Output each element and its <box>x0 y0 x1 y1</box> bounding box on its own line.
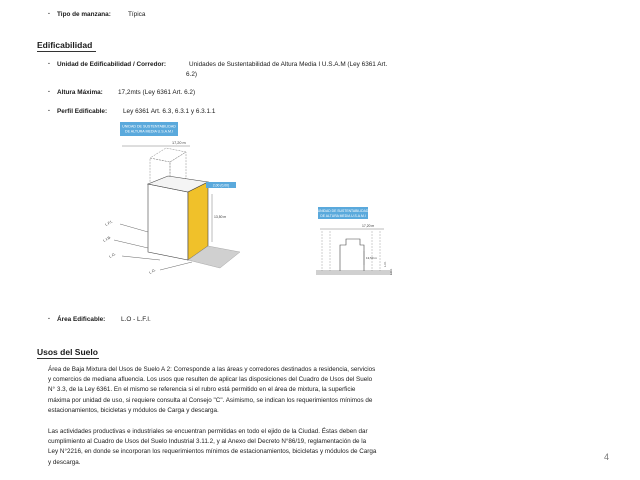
lfi-label: L.F.I. <box>104 219 114 227</box>
badge-line-1: UNIDAD DE SUSTENTABILIDAD <box>122 124 176 129</box>
paragraph-line: Ley N°2216, en donde se incorporan los requerimientos mínimos de estacionamientos, bicicletas y módulos de Carga <box>48 448 377 456</box>
section-lfi-label: L.F.I. <box>389 268 393 275</box>
perfil-3d-diagram <box>100 120 250 285</box>
paragraph-line: y comercios de mediana afluencia. Los usos que resulten de aplicar las disposiciones del Cuadro de Usos del Suelo <box>48 376 373 384</box>
area-edificable-label: Área Edificable: <box>57 316 106 323</box>
heading-underline <box>37 358 99 359</box>
height-label: 17,20 m <box>172 141 186 145</box>
paragraph-line: y descarga. <box>48 458 81 466</box>
badge-line-2: DE ALTURA MEDIA U.S.A.M.I <box>124 129 174 134</box>
section-badge-line-2: DE ALTURA MEDIA U.S.A.M.I <box>320 214 366 218</box>
usos-suelo-heading: Usos del Suelo <box>37 347 98 357</box>
section-lo-label: L.O. <box>383 261 387 267</box>
bullet-dot: . <box>48 106 50 113</box>
paragraph-line: cumplimiento al Cuadro de Usos del Suelo Industrial 3.11.2, y al Anexo del Decreto N°86/19, reglamentación de la <box>48 438 367 446</box>
section-badge-line-1: UNIDAD DE SUSTENTABILIDAD <box>317 209 369 213</box>
bullet-dot: . <box>48 87 50 94</box>
usos-paragraph-2 <box>48 427 376 468</box>
unidad-edificabilidad-label: Unidad de Edificabilidad / Corredor: <box>57 61 167 68</box>
mid-height-label: 13,50 m <box>214 215 227 219</box>
building-profile <box>340 239 364 271</box>
bullet-dot: . <box>48 9 50 16</box>
paragraph-line: Área de Baja Mixtura del Usos de Suelo A 2: Corresponde a las áreas y corredores destinados a residencia, servicios <box>48 366 376 373</box>
paragraph-line: máxima por unidad de uso, si requiere consulta al Consejo "C". Asimismo, se indican los requerimientos mínimos de <box>48 396 373 404</box>
perfil-edificable-label: Perfil Edificable: <box>57 108 108 115</box>
usos-paragraph-1 <box>48 365 375 416</box>
area-edificable-value: L.O - L.F.I. <box>121 316 151 323</box>
edificabilidad-heading: Edificabilidad <box>37 40 93 50</box>
paragraph-line: N° 3.3, de la Ley 6361. En el mismo se referencia si el rubro está permitido en el área de mixtura, la superficie <box>48 386 356 394</box>
altura-maxima-value: 17,2mts (Ley 6361 Art. 6.2) <box>118 89 196 96</box>
lo-label-2: L.O. <box>148 268 157 275</box>
tag-label: 2,00 (0,00) <box>212 183 230 188</box>
section-mid-label: 13,50 m <box>366 256 377 260</box>
lib-label: L.I.B. <box>102 235 112 243</box>
lo-label-1: L.O. <box>108 252 117 259</box>
paragraph-line: estacionamientos, bicicletas y módulos de Carga y descarga. <box>48 406 219 414</box>
paragraph-line: Las actividades productivas e industriales se encuentran permitidas en todo el ejido de la Ciudad. Éstas deben dar <box>48 428 368 435</box>
bullet-dot: . <box>48 314 50 321</box>
unidad-edificabilidad-value-1: Unidades de Sustentabilidad de Altura Media I U.S.A.M (Ley 6361 Art. <box>189 61 388 68</box>
section-height-label: 17,20 m <box>362 224 375 228</box>
perfil-corte-diagram <box>312 205 402 287</box>
perfil-edificable-value: Ley 6361 Art. 6.3, 6.3.1 y 6.3.1.1 <box>123 108 216 115</box>
bullet-dot: . <box>48 59 50 66</box>
tipo-manzana-value: Típica <box>128 11 146 18</box>
setback-volume <box>150 148 186 162</box>
altura-maxima-label: Altura Máxima: <box>57 89 103 96</box>
tipo-manzana-label: Tipo de manzana: <box>57 11 111 18</box>
heading-underline <box>37 51 96 52</box>
building-side <box>148 184 188 260</box>
unidad-edificabilidad-value-2: 6.2) <box>186 71 198 78</box>
page-number: 4 <box>604 452 610 462</box>
